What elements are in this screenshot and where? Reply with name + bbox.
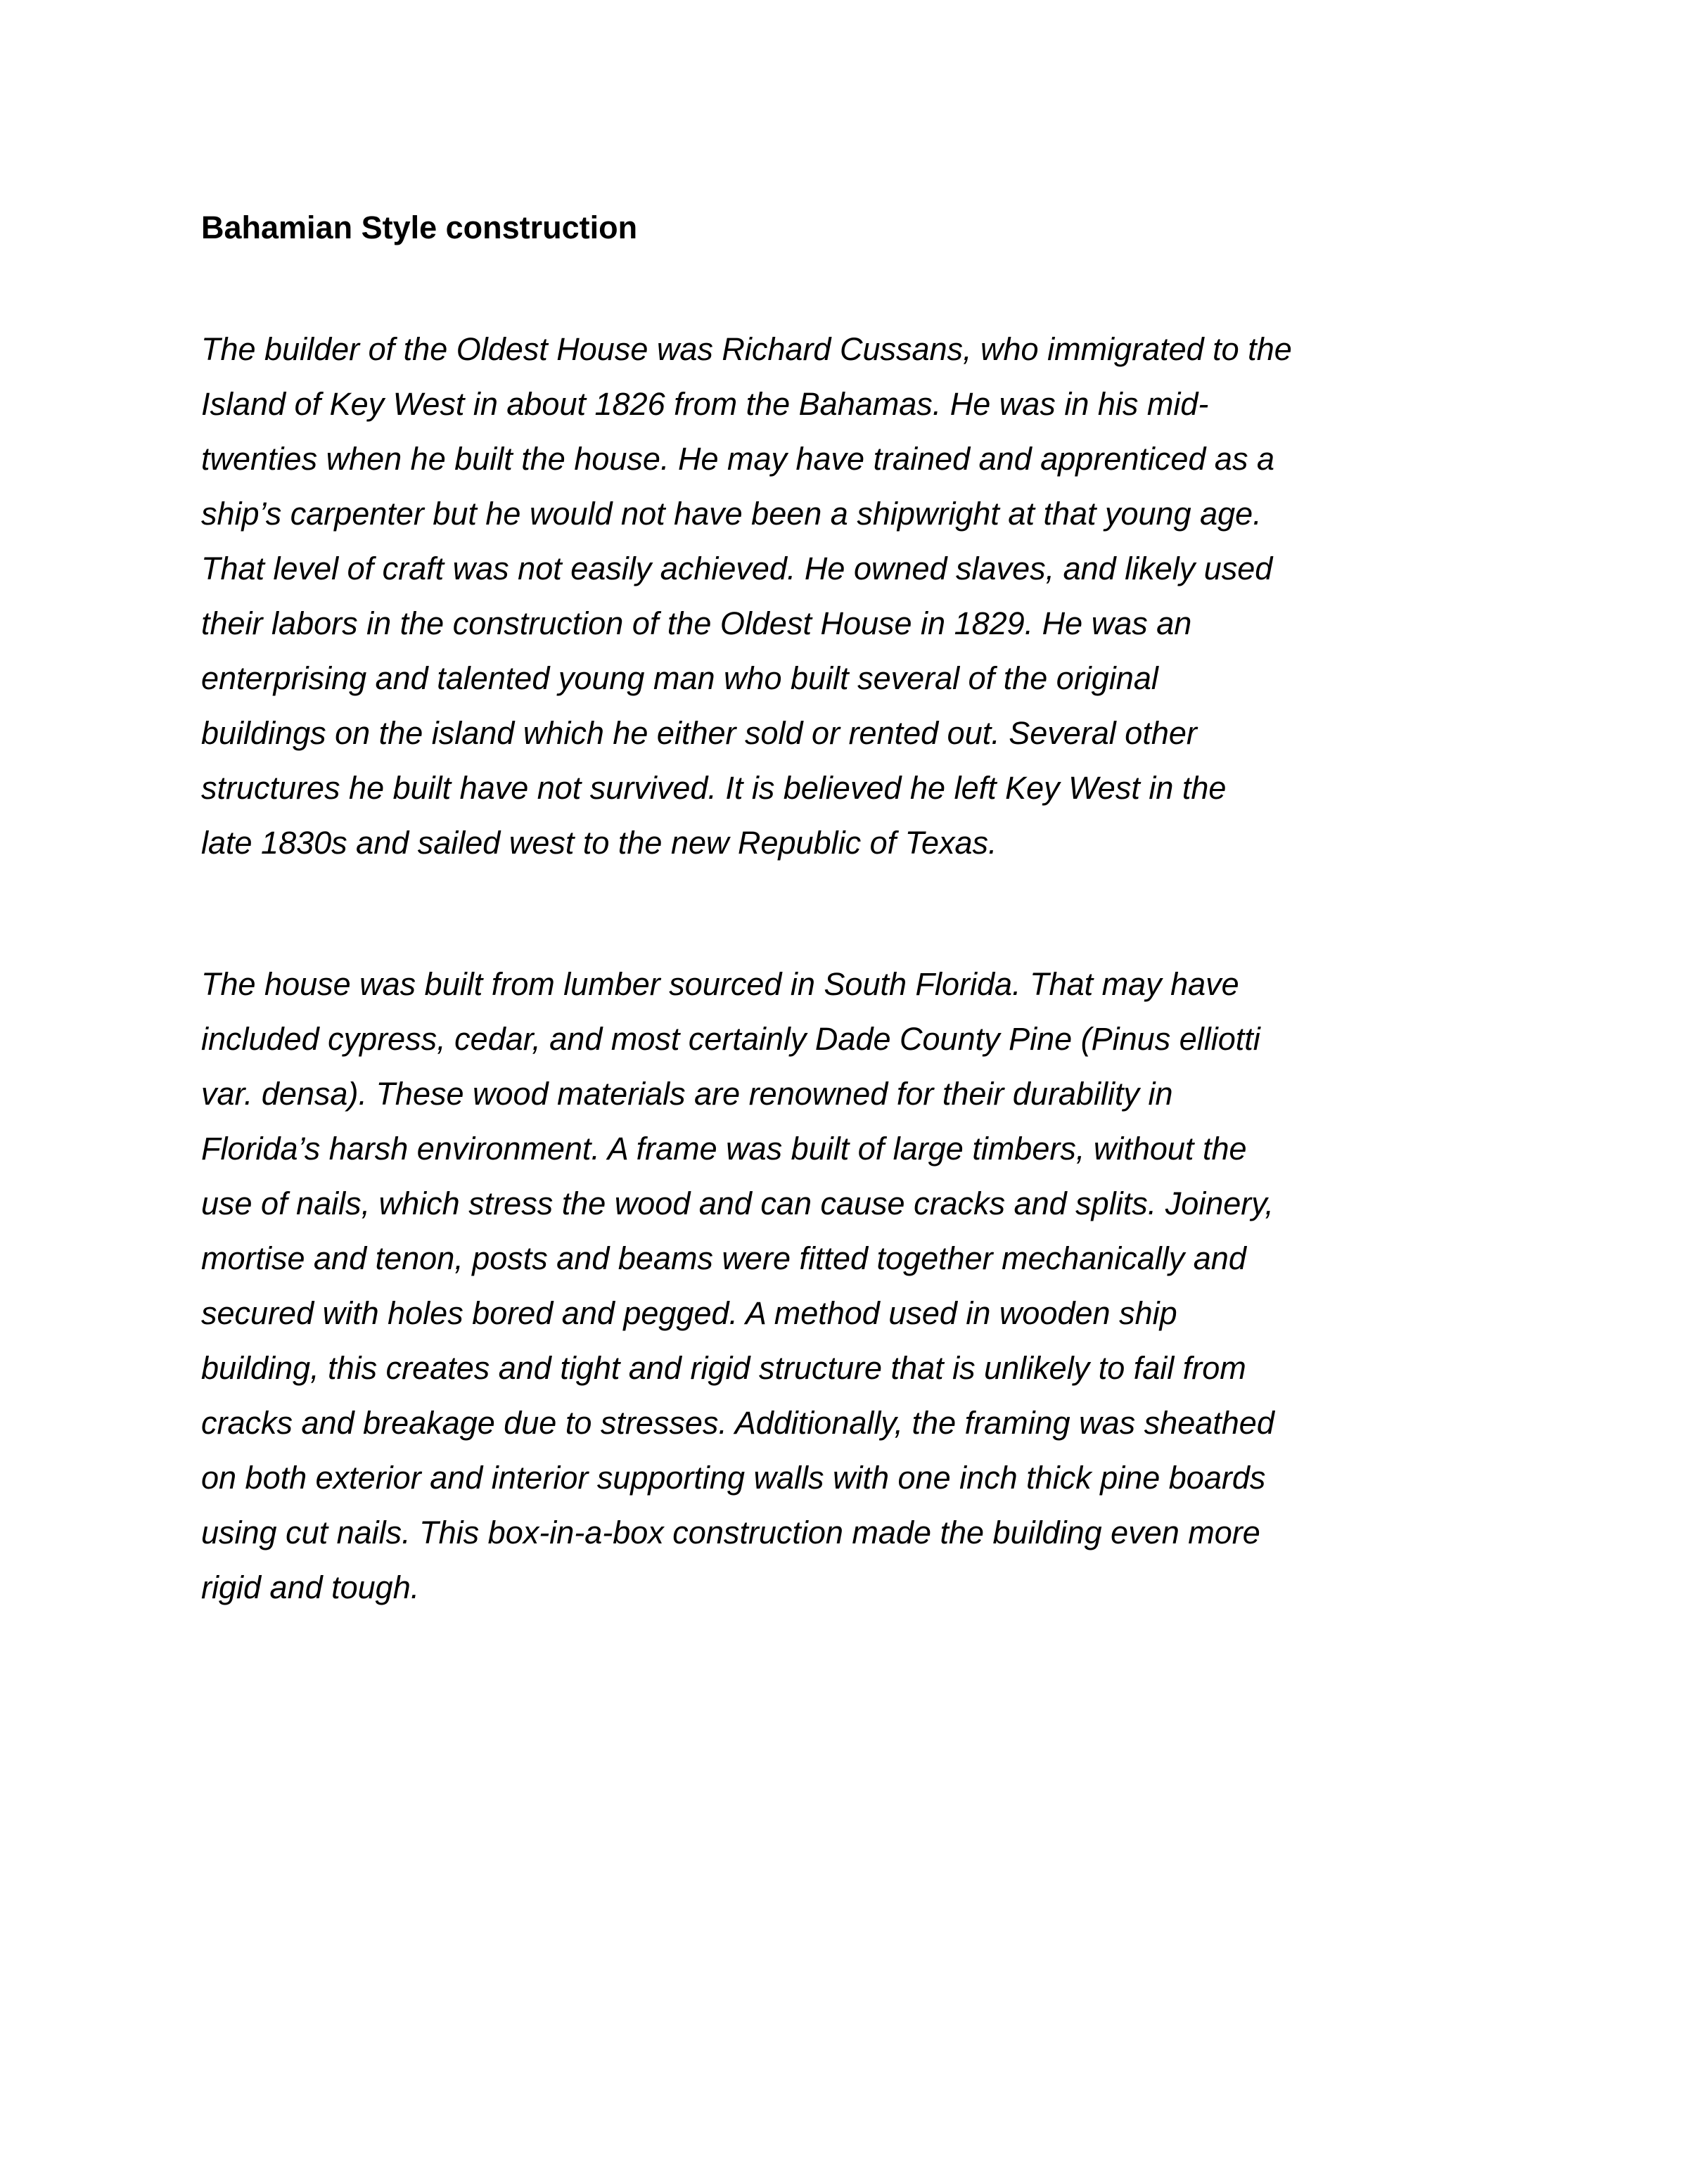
- paragraph-line: rigid and tough.: [201, 1569, 420, 1605]
- document-title: Bahamian Style construction: [201, 210, 638, 245]
- paragraph-line: included cypress, cedar, and most certainly Dade County Pine (Pinus elliotti: [201, 1021, 1260, 1057]
- paragraph-line: building, this creates and tight and rigid structure that is unlikely to fail from: [201, 1350, 1246, 1386]
- paragraph-line: enterprising and talented young man who built several of the original: [201, 660, 1158, 696]
- paragraph-line: their labors in the construction of the Oldest House in 1829. He was an: [201, 605, 1192, 641]
- paragraph-line: buildings on the island which he either sold or rented out. Several other: [201, 715, 1197, 751]
- paragraph-line: twenties when he built the house. He may have trained and apprenticed as a: [201, 441, 1274, 477]
- paragraph-line: Island of Key West in about 1826 from the Bahamas. He was in his mid-: [201, 386, 1209, 422]
- paragraph-line: using cut nails. This box-in-a-box construction made the building even more: [201, 1515, 1260, 1550]
- paragraph-line: ship’s carpenter but he would not have been a shipwright at that young age.: [201, 496, 1262, 532]
- paragraph-line: on both exterior and interior supporting walls with one inch thick pine boards: [201, 1460, 1266, 1496]
- paragraph-line: secured with holes bored and pegged. A method used in wooden ship: [201, 1295, 1177, 1331]
- paragraph-line: That level of craft was not easily achieved. He owned slaves, and likely used: [201, 551, 1273, 586]
- paragraph-line: structures he built have not survived. It is believed he left Key West in the: [201, 770, 1227, 806]
- paragraph-line: mortise and tenon, posts and beams were fitted together mechanically and: [201, 1240, 1246, 1276]
- paragraph-line: late 1830s and sailed west to the new Republic of Texas.: [201, 825, 997, 861]
- paragraph-line: use of nails, which stress the wood and can cause cracks and splits. Joinery,: [201, 1186, 1274, 1221]
- paragraph-line: cracks and breakage due to stresses. Additionally, the framing was sheathed: [201, 1405, 1274, 1441]
- paragraph-line: The builder of the Oldest House was Richard Cussans, who immigrated to the: [201, 331, 1292, 367]
- paragraph-line: Florida’s harsh environment. A frame was built of large timbers, without the: [201, 1131, 1247, 1167]
- paragraph-line: The house was built from lumber sourced in South Florida. That may have: [201, 966, 1239, 1002]
- paragraph-construction-method: [201, 957, 1274, 1615]
- paragraph-builder-history: [201, 322, 1292, 871]
- paragraph-line: var. densa). These wood materials are renowned for their durability in: [201, 1076, 1173, 1112]
